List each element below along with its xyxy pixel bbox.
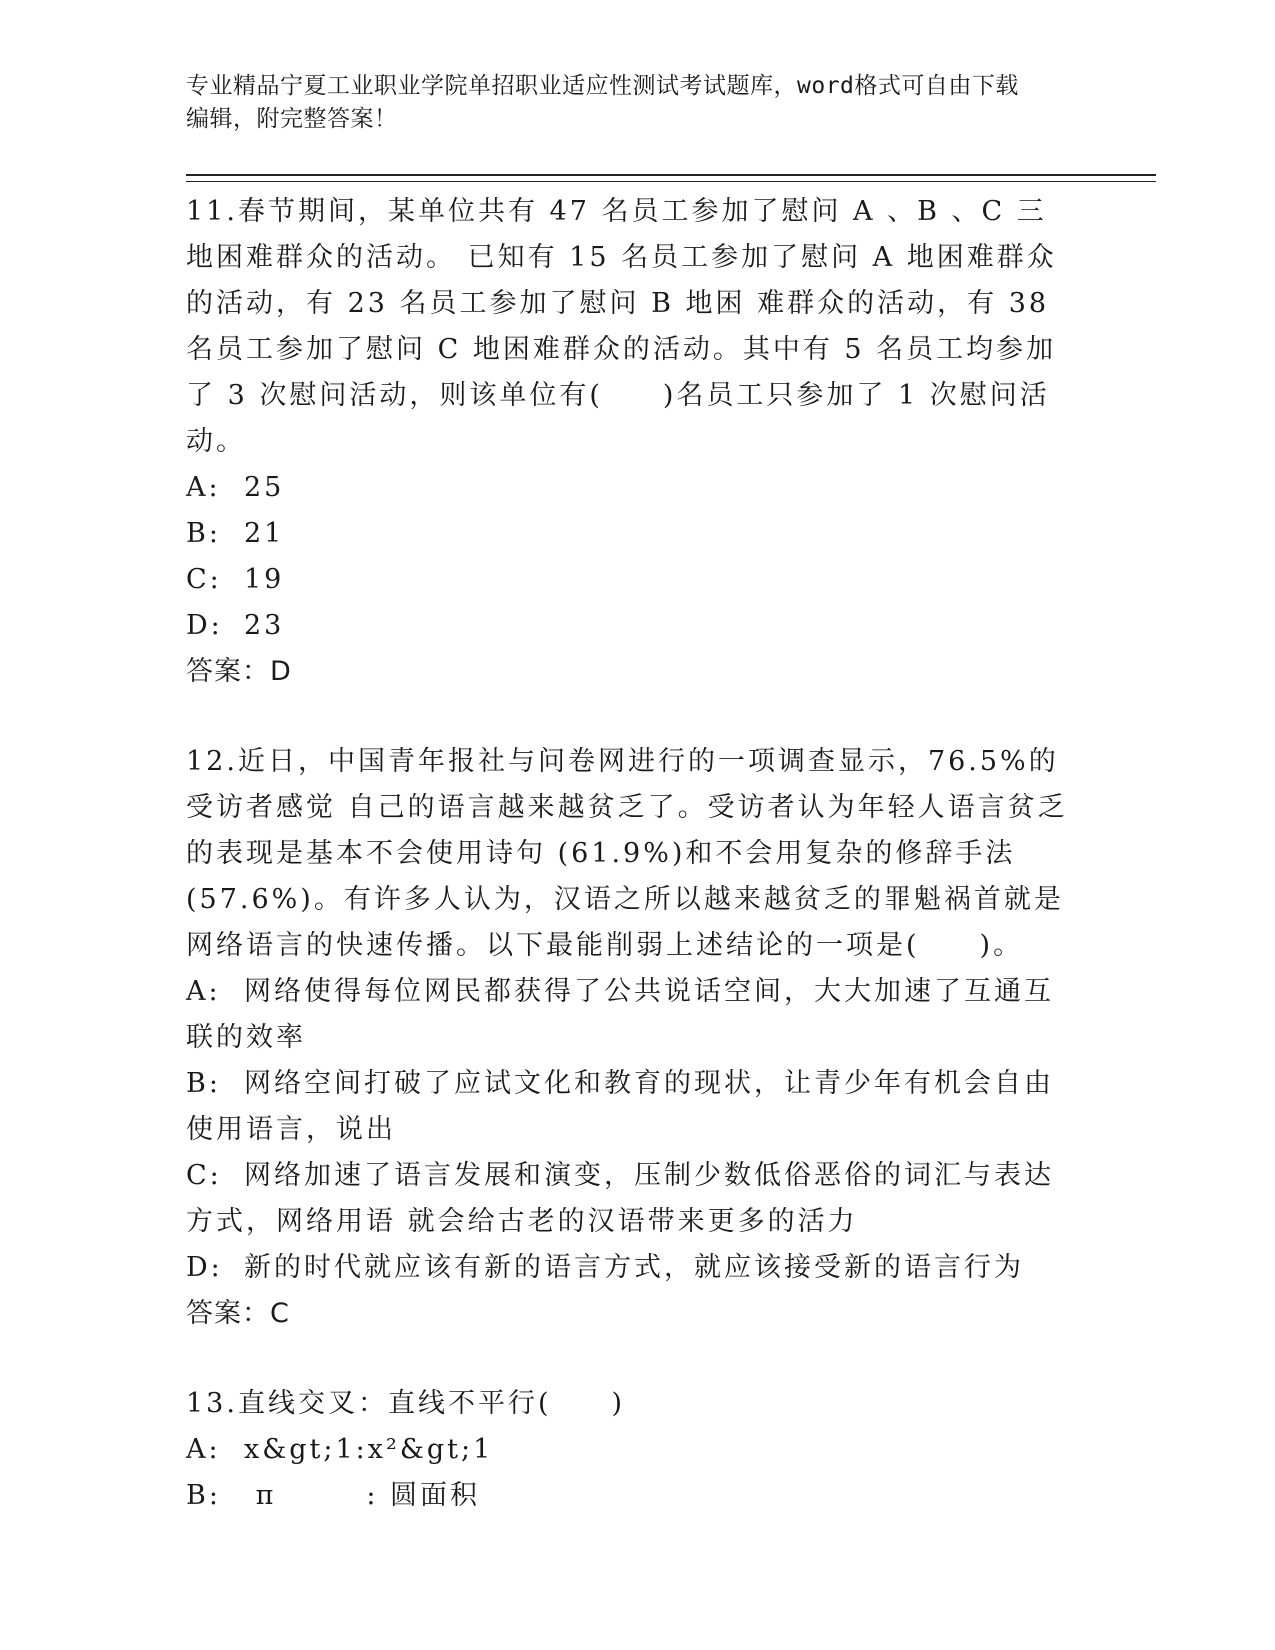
option-letter: B:: [186, 1480, 221, 1511]
option-letter: A:: [186, 472, 221, 503]
question-stem: 12.近日，中国青年报社与问卷网进行的一项调查显示，76.5%的受访者感觉 自己的语言越来越贫乏了。受访者认为年轻人语言贫乏的表现是基本不会使用诗句 (61.9%)和不会用复杂的修辞手法(57.6%)。有许多人认为，汉语之所以越来越贫乏的罪魁祸首就是网络语言的快速传播。以下最能削弱上述结论的一项是( )。: [186, 746, 1068, 961]
option-text: 21: [244, 518, 285, 549]
header-line-1: 专业精品宁夏工业职业学院单招职业适应性测试考试题库，word格式可自由下载: [186, 73, 1019, 99]
answer-line: 答案：D: [186, 656, 292, 687]
question-12: [186, 739, 1076, 1337]
option-a: [186, 969, 1076, 1061]
option-text: x&gt;1:x²&gt;1: [244, 1434, 494, 1465]
option-letter: B:: [186, 518, 221, 549]
header-line-2: 编辑，附完整答案！: [186, 106, 398, 132]
option-a: [186, 1427, 1076, 1473]
answer-line: 答案：C: [186, 1298, 290, 1329]
option-a: [186, 465, 1076, 511]
question-list: [186, 189, 1076, 1519]
question-13: [186, 1381, 1076, 1519]
option-b: [186, 511, 1076, 557]
option-text: 网络空间打破了应试文化和教育的现状，让青少年有机会自由使用语言，说出: [186, 1068, 1054, 1145]
option-letter: A:: [186, 1434, 221, 1465]
option-text: π : 圆面积: [244, 1480, 481, 1511]
option-d: [186, 603, 1076, 649]
option-c: [186, 557, 1076, 603]
header-rule-thick: [186, 174, 1156, 176]
option-text: 19: [244, 564, 285, 595]
option-letter: C:: [186, 564, 222, 595]
question-stem: 13.直线交叉：直线不平行( ): [186, 1388, 626, 1419]
question-stem: 11.春节期间，某单位共有 47 名员工参加了慰问 A 、B 、C 三地困难群众的活动。 已知有 15 名员工参加了慰问 A 地困难群众的活动，有 23 名员工参加了慰问 B 地困 难群众的活动，有 38 名员工参加了慰问 C 地困难群众的活动。其中有 5 名员工均参加了 3 次慰问活动，则该单位有( )名员工只参加了 1 次慰问活动。: [186, 196, 1057, 457]
document-header: [186, 70, 1076, 136]
option-letter: A:: [186, 976, 221, 1007]
option-letter: C:: [186, 1160, 222, 1191]
option-letter: D:: [186, 610, 223, 641]
option-text: 25: [244, 472, 285, 503]
option-letter: B:: [186, 1068, 221, 1099]
option-c: [186, 1153, 1076, 1245]
option-text: 网络使得每位网民都获得了公共说话空间，大大加速了互通互联的效率: [186, 976, 1054, 1053]
option-text: 网络加速了语言发展和演变，压制少数低俗恶俗的词汇与表达方式，网络用语 就会给古老的汉语带来更多的活力: [186, 1160, 1054, 1237]
question-separator: [186, 1337, 1076, 1381]
option-text: 23: [244, 610, 285, 641]
option-text: 新的时代就应该有新的语言方式，就应该接受新的语言行为: [244, 1252, 1024, 1283]
question-11: [186, 189, 1076, 695]
option-letter: D:: [186, 1252, 223, 1283]
question-separator: [186, 695, 1076, 739]
option-b: [186, 1473, 1076, 1519]
option-d: [186, 1245, 1076, 1291]
header-rule-thin: [186, 181, 1156, 182]
option-b: [186, 1061, 1076, 1153]
